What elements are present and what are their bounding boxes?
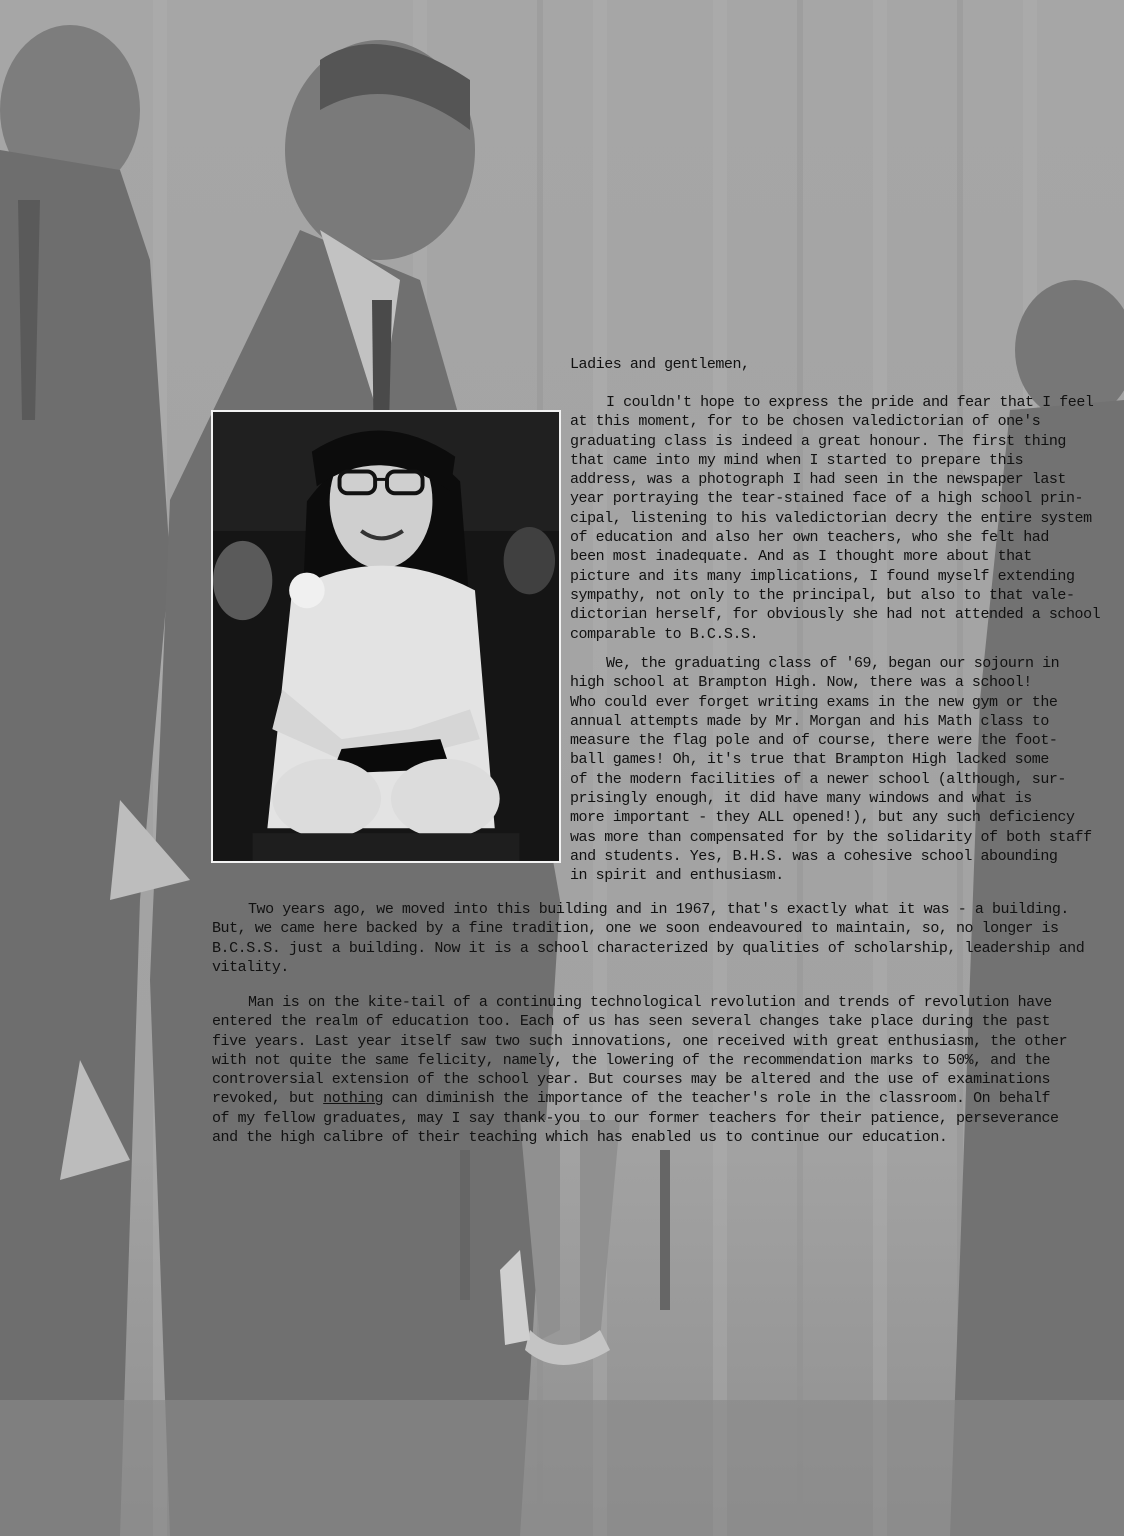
underlined-word: nothing <box>323 1090 384 1108</box>
valedictorian-photo <box>211 410 561 863</box>
paragraph-3: Two years ago, we moved into this building and in 1967, that's exactly what it was - a building. But, we came here backed by a fine tradition, one we soon endeavoured to maintain, so, no longer is B.C.S.S. just a building. Now it is a school characterized by qualities of scholarship, leadership and vitality. <box>212 901 1085 976</box>
salutation: Ladies and gentlemen, <box>570 356 750 373</box>
underlined-line: revoked, but nothing can diminish the importance of the teacher's role in the classroom. On behalf <box>212 1090 1051 1108</box>
paragraph-4: Man is on the kite-tail of a continuing technological revolution and trends of revolution have entered the realm of education too. Each of us has seen several changes take place during the past five years. Last year itself saw two such innovations, one received with great enthusiasm, the other with not quite the same felicity, namely, the lowering of the recommendation marks to 50%, and the controversial extension of the school year. But courses may be altered and the use of examinations revoked, but nothing can diminish the importance of the teacher's role in the classroom. On behalf of my fellow graduates, may I say thank-you to our former teachers for their patience, perseverance and the high calibre of their teaching which has enabled us to continue our education. <box>212 993 1112 1147</box>
paragraph-1: I couldn't hope to express the pride and fear that I feel at this moment, for to be chosen valedictorian of one's graduating class is indeed a great honour. The first thing that came into my mind when I started to prepare this address, was a photograph I had seen in the newspaper last year portraying the tear-stained face of a high school prin- cipal, listening to his valedictorian decry the entire system of education and also her own teachers, who she felt had been most inadequate. And as I thought more about that picture and its many implications, I found myself extending sympathy, not only to the principal, but also to that vale- dictorian herself, for obviously she had not attended a school comparable to B.C.S.S. <box>570 394 1101 643</box>
paragraph-2: We, the graduating class of '69, began our sojourn in high school at Brampton High. Now, there was a school! Who could ever forget writing exams in the new gym or the annual attempts made by Mr. Morgan and his Math class to measure the flag pole and of course, there were the foot- ball games! Oh, it's true that Brampton High lacked some of the modern facilities of a newer school (although, sur- prisingly enough, it did have many windows and what is more important - they ALL opened!), but any such deficiency was more than compensated for by the solidarity of both staff and students. Yes, B.H.S. was a cohesive school abounding in spirit and enthusiasm. <box>570 655 1092 885</box>
